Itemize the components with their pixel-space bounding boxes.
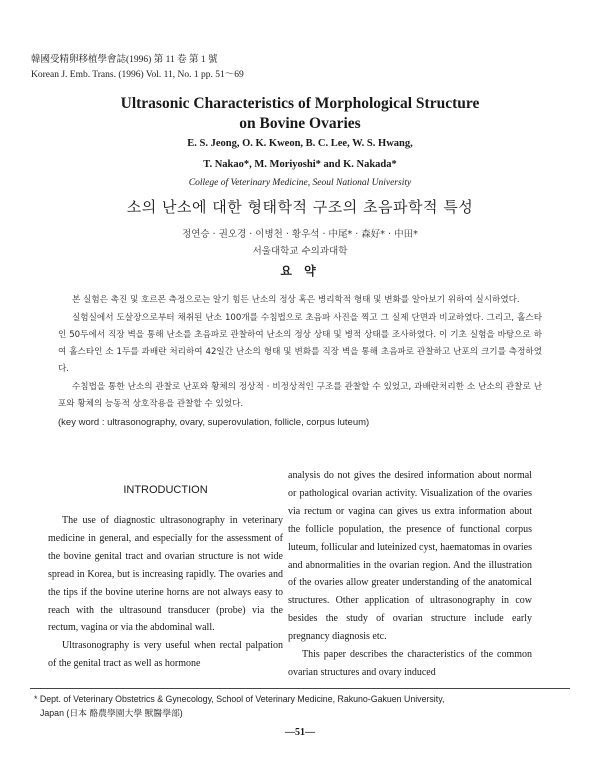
journal-citation-english: Korean J. Emb. Trans. (1996) Vol. 11, No. 1 pp. 51～69 bbox=[31, 70, 244, 80]
paper-title-line2: on Bovine Ovaries bbox=[239, 115, 361, 132]
paper-title bbox=[0, 94, 600, 134]
abstract-heading: 요 약 bbox=[280, 264, 320, 278]
footnote-line1: * Dept. of Veterinary Obstetrics & Gynecology, School of Veterinary Medicine, Rakuno-Gakuen University, bbox=[34, 694, 445, 704]
footnote-line2: Japan (日本 酪農學園大學 獸醫學部) bbox=[40, 708, 183, 718]
author-line2: T. Nakao*, M. Moriyoshi* and K. Nakada* bbox=[203, 159, 397, 170]
korean-authors: 정연승 · 권오경 · 이병천 · 황우석 · 中尾* · 森好* · 中田* bbox=[182, 229, 418, 240]
author-line1: E. S. Jeong, O. K. Kweon, B. C. Lee, W. S. Hwang, bbox=[187, 138, 413, 149]
affiliation: College of Veterinary Medicine, Seoul National University bbox=[188, 178, 412, 188]
korean-affiliation: 서울대학교 수의과대학 bbox=[252, 246, 348, 257]
abstract-paragraph: 본 실험은 촉진 및 호르몬 측정으로는 알기 힘든 난소의 정상 혹은 병리학적 형태 및 변화를 알아보기 위하여 실시하였다. bbox=[72, 295, 520, 305]
journal-citation-korean: 韓國受精卵移植學會誌(1996) 第 11 卷 第 1 號 bbox=[31, 55, 218, 65]
footnote-divider bbox=[30, 688, 570, 689]
right-column bbox=[288, 467, 532, 682]
body-paragraph: This paper describes the characteristics of the common ovarian structures and ovary induced bbox=[288, 649, 532, 678]
body-paragraph: Ultrasonography is very useful when rectal palpation of the genital tract as well as hormone bbox=[48, 640, 283, 670]
introduction-heading: INTRODUCTION bbox=[123, 484, 208, 496]
author-list bbox=[0, 133, 600, 175]
footnote bbox=[34, 692, 574, 720]
body-paragraph: The use of diagnostic ultrasonography in veterinary medicine in general, and especially for the assessment of the bovine genital tract and ovarian structure is not wide spread in Korea, but is increasing rapidly. The ovaries and the tips if the bovine uterine horns are not always easy to reach with the ultrasound transducer (probe) via the rectum, vagina or via the abdominal wall. bbox=[48, 515, 283, 634]
page-number: —51— bbox=[285, 727, 315, 738]
abstract-paragraph: 수침법을 통한 난소의 관찰로 난포와 황체의 정상적 · 비정상적인 구조를 관찰할 수 있었고, 과배란처리한 소 난소의 관찰로 난포와 황체의 능동적 상호작용을 관찰할 수 있었다. bbox=[58, 382, 542, 409]
korean-abstract bbox=[58, 292, 542, 432]
body-paragraph: analysis do not gives the desired information about normal or pathological ovarian activity. Visualization of the ovaries via rectum or vagina can gives us extra information about the follicle population, the presence of functional corpus luteum, follicular and luteinized cyst, haematomas in ovaries and abnormalities in the ovarian region. And the illustration of the ovaries allow greater understanding of the anatomical structures. Other application of ultrasonography in cow besides the study of ovarian structure include early pregnancy diagnosis etc. bbox=[288, 470, 532, 643]
paper-title-line1: Ultrasonic Characteristics of Morphological Structure bbox=[120, 95, 480, 112]
korean-title: 소의 난소에 대한 형태학적 구조의 초음파학적 특성 bbox=[126, 198, 474, 216]
journal-header bbox=[31, 53, 244, 83]
abstract-paragraph: 실험실에서 도살장으로부터 채취된 난소 100개를 수침법으로 초음파 사진을 찍고 그 실제 단면과 비교하였다. 그리고, 홀스타인 50두에서 직장 벽을 통해 난소를 초음파로 관찰하여 난소의 정상 상태 및 병적 상태를 조사하였다. 이 기초 실험을 바탕으로 하여 홀스타인 소 1두를 과배란 처리하여 42일간 난소의 형태 및 변화를 직장 벽을 통해 초음파로 관찰하고 난포의 크기를 측정하였다. bbox=[58, 313, 542, 374]
keywords: (key word : ultrasonography, ovary, superovulation, follicle, corpus luteum) bbox=[58, 417, 370, 428]
left-column bbox=[48, 512, 283, 673]
